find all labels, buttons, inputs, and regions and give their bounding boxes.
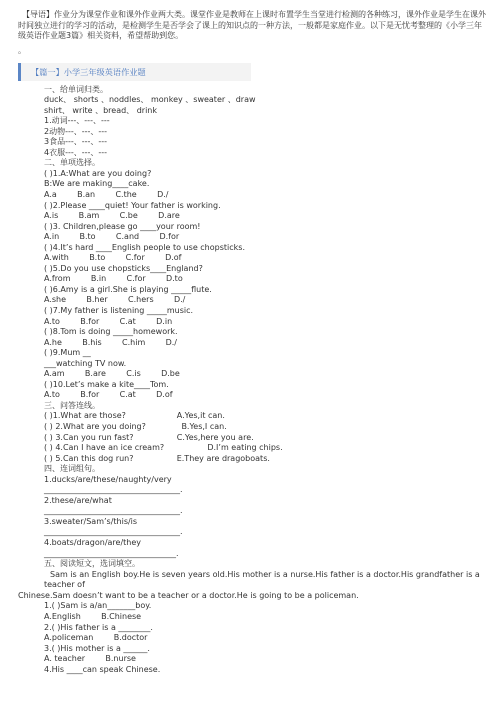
exercise-line: ( )2.Please ____quiet! Your father is working. <box>44 200 221 210</box>
exercise-line: A.is B.am C.be D.are <box>44 211 180 221</box>
exercise-line: A.from B.in C.for D.to <box>44 274 183 284</box>
section-heading: 【篇一】小学三年级英语作业题 <box>18 63 251 81</box>
exercise-line: duck、 shorts 、noddles、 monkey 、sweater 、draw <box>44 95 256 105</box>
exercise-line: A.in B.to C.and D.for <box>44 232 180 242</box>
exercise-line: A.a B.an C.the D./ <box>44 189 169 199</box>
reading-passage: Sam is an English boy.He is seven years old.His mother is a nurse.His father is a doctor.His grandfather is a teacher of <box>44 569 480 590</box>
exercise-line: 2动物---、---、--- <box>44 126 108 136</box>
exercise-line: A.with B.to C.for D.of <box>44 253 182 263</box>
exercise-line: 3食品---、---、--- <box>44 137 108 147</box>
exercise-line: 1.动词---、---、--- <box>44 116 110 126</box>
exercise-line: ( ) 2.What are you doing? B.Yes,I can. <box>44 422 227 431</box>
exercise-line: B:We are making____cake. <box>44 179 150 189</box>
exercise-line: 二、单项选择。 <box>44 158 100 168</box>
exercise-line: 4.His ____can speak Chinese. <box>44 664 161 674</box>
exercise-line: A.English B.Chinese <box>44 611 142 621</box>
exercise-line: A.am B.are C.is D.be <box>44 369 180 379</box>
exercise-line: ( )8.Tom is doing _____homework. <box>44 327 178 337</box>
exercise-line: 三、问答连线。 <box>44 400 100 410</box>
exercise-line: A.policeman B.doctor <box>44 633 148 643</box>
exercise-line: ( )4.It’s hard ____English people to use chopsticks. <box>44 242 245 252</box>
exercise-line: 五、阅读短文，选词填空。 <box>44 559 140 569</box>
exercise-line: ( ) 5.Can this dog run? E.They are dragoboats. <box>44 453 270 463</box>
exercise-line: 四、连词组句。 <box>44 464 100 474</box>
exercise-line: 3.( )His mother is a ______. <box>44 643 150 653</box>
exercise-line: ( )5.Do you use chopsticks____England? <box>44 263 203 273</box>
exercise-line: 3.sweater/Sam’s/this/is <box>44 516 138 526</box>
exercise-line: 2.( )His father is a ________. <box>44 622 153 632</box>
exercise-line: 4.boats/dragon/are/they <box>44 538 142 548</box>
exercise-line: __________________________________. <box>44 527 183 537</box>
exercise-line: A.to B.for C.at D.in <box>44 316 173 326</box>
exercise-line: ___watching TV now. <box>44 358 127 368</box>
exercise-line: ( )6.Amy is a girl.She is playing _____flute. <box>44 284 212 294</box>
exercise-line: A.to B.for C.at D.of <box>44 390 173 400</box>
exercise-line: ( )7.My father is listening _____music. <box>44 305 194 315</box>
exercise-line: A.she B.her C.hers D./ <box>44 295 186 305</box>
intro-paragraph: 【导语】作业分为课堂作业和课外作业两大类。课堂作业是教师在上课时布置学生当堂进行检测的各种练习，课外作业是学生在课外时间独立进行的学习的活动，是检测学生是否学会了课上的知识点的一种方法，一般都是家庭作业。以下是无忧考整理的《小学三年级英语作业题3篇》相关资料，希望帮助到您。 <box>18 10 486 40</box>
exercise-line: ( ) 4.Can I have an ice cream? D.I’m eating chips. <box>44 443 283 453</box>
exercise-line: 1.ducks/are/these/naughty/very <box>44 474 172 484</box>
exercise-content <box>18 85 488 676</box>
exercise-line: ( )3. Children,please go ____your room! <box>44 221 201 231</box>
exercise-line: 一、给单词归类。 <box>44 84 108 94</box>
exercise-line: 4衣服---、---、--- <box>44 147 108 157</box>
exercise-line: shirt、 write 、bread、 drink <box>44 105 158 115</box>
exercise-line: 1.( )Sam is a/an_______boy. <box>44 601 152 611</box>
exercise-line: ( )10.Let’s make a kite____Tom. <box>44 379 169 389</box>
exercise-line: 2.these/are/what <box>44 495 112 505</box>
exercise-line: ( )1.A:What are you doing? <box>44 168 152 178</box>
exercise-line: A.he B.his C.him D./ <box>44 337 178 347</box>
exercise-line: ( ) 3.Can you run fast? C.Yes,here you are. <box>44 432 254 442</box>
exercise-line: ( )9.Mum __ <box>44 348 91 358</box>
exercise-line: A. teacher B.nurse <box>44 654 136 664</box>
exercise-line: __________________________________. <box>44 485 183 495</box>
exercise-line: __________________________________. <box>44 506 183 516</box>
separator-dot: 。 <box>18 45 26 55</box>
exercise-line: ( )1.What are those? A.Yes,it can. <box>44 411 225 421</box>
exercise-line: _________________________________. <box>44 548 179 558</box>
reading-passage-cont: Chinese.Sam doesn’t want to be a teacher or a doctor.He is going to be a policeman. <box>18 590 359 600</box>
